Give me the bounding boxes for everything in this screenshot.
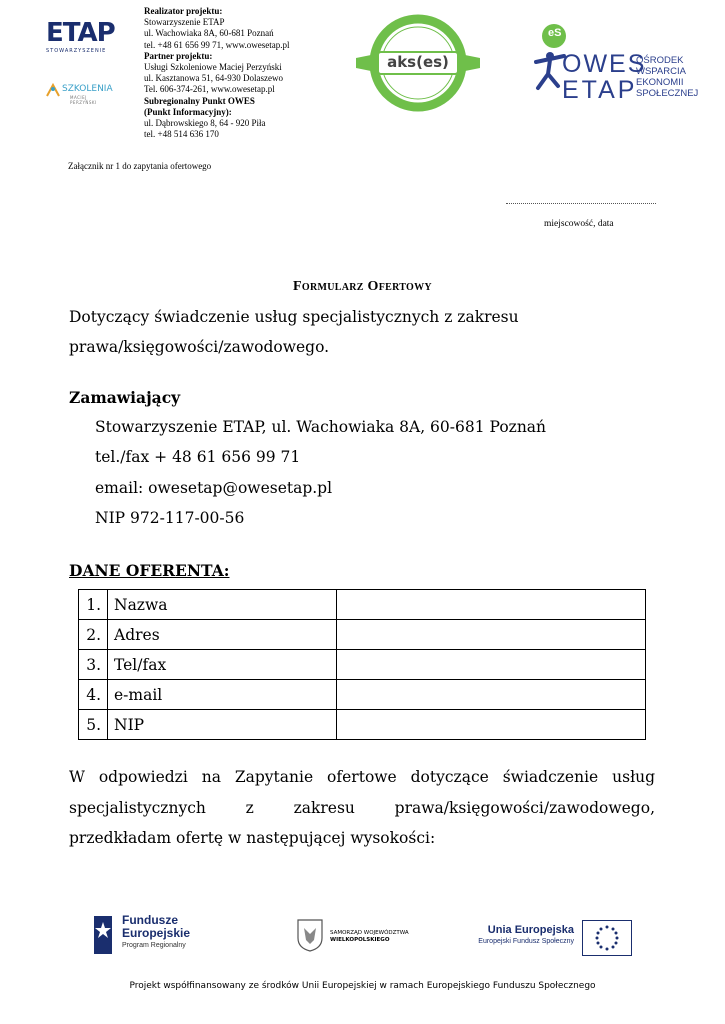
offer-paragraph: W odpowiedzi na Zapytanie ofertowe dotyczące świadczenie usług specjalistycznych z zakresu prawa/księgowości/zawodowego, przedkładam ofertę w następującej wysokości: [69,768,655,847]
bidder-heading: DANE OFERENTA: [69,561,230,580]
ue-line-1: Unia Europejska [487,924,574,936]
subregional-line: ul. Dąbrowskiego 8, 64 - 920 Piła [144,118,266,129]
akses-logo [352,14,484,112]
fe-line-2: Europejskie [122,926,191,940]
row-label: Adres [108,620,337,650]
owes-badge-text: eS [548,27,562,39]
row-label: e-mail [108,680,337,710]
owes-logo-etap: ETAP [562,76,638,104]
row-number: 1. [79,590,108,620]
akses-logo-word: aks(es) [387,53,449,71]
row-value-field[interactable] [337,680,646,710]
subregional-label-2: (Punkt Informacyjny): [144,106,232,117]
row-label: NIP [108,710,337,740]
orderer-phone: tel./fax + 48 61 656 99 71 [95,448,301,466]
subregional-label: Subregionalny Punkt OWES [144,95,255,106]
owes-logo-line: SPOŁECZNEJ [636,88,699,99]
table-row [79,620,646,650]
wlkp-line-1: SAMORZĄD WOJEWÓDZTWA [330,930,409,936]
etap-logo [46,20,114,62]
partner-line: Tel. 606-374-261, www.owesetap.pl [144,84,275,95]
row-value-field[interactable] [337,620,646,650]
realizator-line: ul. Wachowiaka 8A, 60-681 Poznań [144,28,274,39]
etap-logo-word: ETAP [46,18,115,48]
place-date-dotted-line [506,203,656,204]
fe-line-3: Program Regionalny [122,942,186,949]
orderer-heading: Zamawiający [69,388,181,407]
row-value-field[interactable] [337,650,646,680]
attachment-note: Załącznik nr 1 do zapytania ofertowego [68,161,212,171]
wlkp-line-2: WIELKOPOLSKIEGO [330,937,390,943]
subject-line-1: Dotyczący świadczenie usług specjalistycznych z zakresu [69,308,519,326]
owes-logo-lines [636,55,698,99]
row-value-field[interactable] [337,590,646,620]
form-title [0,279,725,295]
place-date-label: miejscowość, data [544,219,614,229]
table-row [79,680,646,710]
fundusze-europejskie-logo [92,912,202,960]
szkolenia-logo-word: SZKOLENIA [62,84,113,94]
row-number: 3. [79,650,108,680]
eu-flag-icon [582,920,632,956]
realizator-line: tel. +48 61 656 99 71, www.owesetap.pl [144,39,290,50]
subject-line-2: prawa/księgowości/zawodowego. [69,338,330,356]
subregional-line: tel. +48 514 636 170 [144,129,219,140]
eagle-crest-icon [296,918,324,952]
row-label: Nazwa [108,590,337,620]
header-contact-block [144,6,344,140]
wlkp-text [330,930,409,944]
wielkopolska-logo [296,918,426,954]
owes-logo-owes: OWES [562,50,647,78]
realizator-line: Stowarzyszenie ETAP [144,17,225,28]
fe-star-icon [92,914,114,956]
orderer-address: Stowarzyszenie ETAP, ul. Wachowiaka 8A, 60-681 Poznań [95,418,547,436]
row-label: Tel/fax [108,650,337,680]
szkolenia-logo [44,82,114,104]
eu-stars-icon [583,921,631,955]
form-title-text: Formularz Ofertowy [293,279,432,294]
ue-line-2: Europejski Fundusz Społeczny [478,938,574,945]
row-number: 5. [79,710,108,740]
owes-logo-line: WSPARCIA [636,66,686,77]
fe-line-1: Fundusze [122,913,178,927]
szkolenia-logo-icon [44,82,62,102]
row-value-field[interactable] [337,710,646,740]
row-number: 4. [79,680,108,710]
orderer-email: email: owesetap@owesetap.pl [95,479,333,497]
ue-text [462,924,574,945]
row-number: 2. [79,620,108,650]
etap-logo-sub: STOWARZYSZENIE [46,48,107,54]
szkolenia-logo-sub: MACIEJ PERZYŃSKI [70,95,97,105]
cofinance-note: Projekt współfinansowany ze środków Unii Europejskiej w ramach Europejskiego Funduszu Społecznego [129,981,596,991]
partner-label: Partner projektu: [144,50,213,61]
bidder-data-table [78,589,646,740]
owes-logo-line: EKONOMII [636,77,684,88]
owes-logo [530,22,698,108]
orderer-nip: NIP 972-117-00-56 [95,509,245,527]
table-row [79,710,646,740]
table-row [79,650,646,680]
realizator-label: Realizator projektu: [144,6,223,16]
partner-line: Usługi Szkoleniowe Maciej Perzyński [144,62,282,73]
partner-line: ul. Kasztanowa 51, 64-930 Dolaszewo [144,73,283,84]
table-row [79,590,646,620]
owes-logo-line: OŚRODEK [636,55,684,66]
